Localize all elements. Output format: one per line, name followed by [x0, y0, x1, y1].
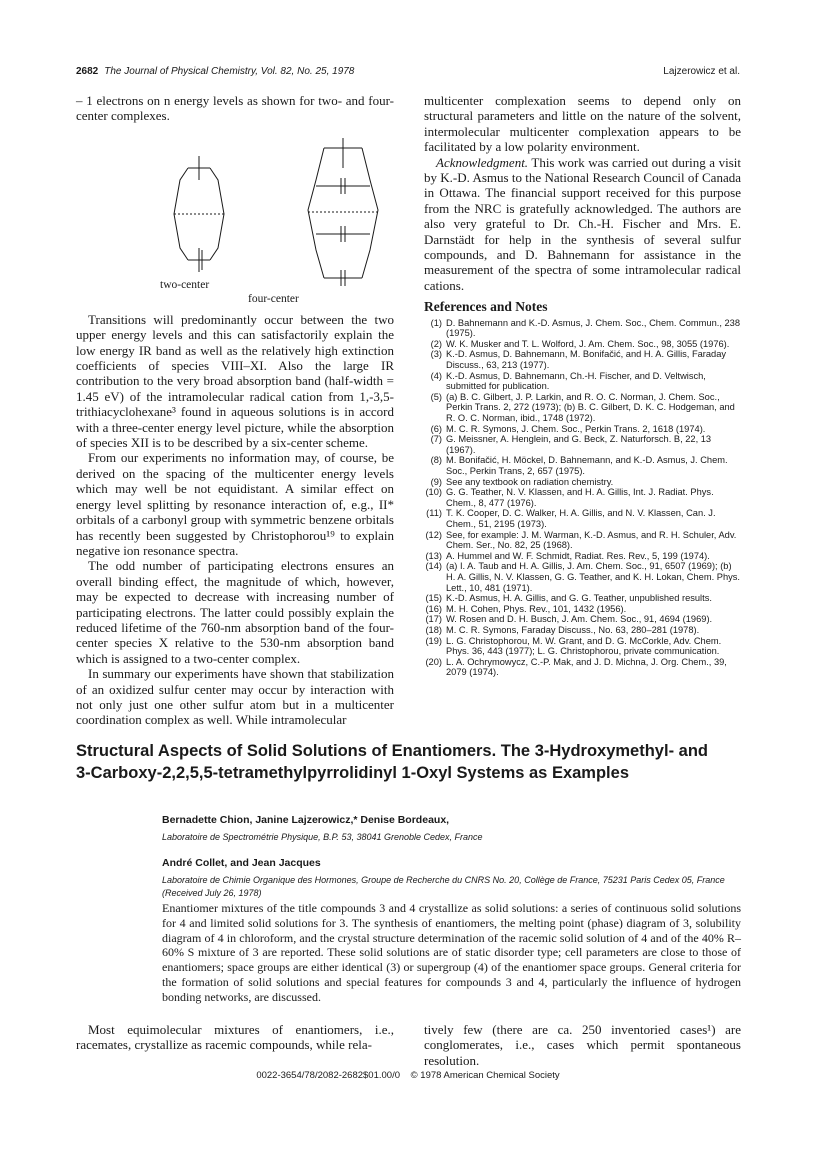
- reference-text: M. H. Cohen, Phys. Rev., 101, 1432 (1956).: [446, 603, 627, 614]
- intro-right-column: tively few (there are ca. 250 inventoried cases¹) are conglomerates, i.e., cases which permit spontaneous resolution.: [424, 1022, 741, 1068]
- reference-item: [424, 614, 741, 625]
- acknowledgment-text: This work was carried out during a visit by K.-D. Asmus to the National Research Council of Canada in Ottawa. The financial support received for this purpose from the NRC is gratefully acknowledged. The authors are also very grateful to Dr. Ch.-H. Fischer and Mrs. E. Darnstädt for help in the synthesis of several sulfur compounds, and D. Bahnemann for assistance in the measurement of the spectra of some intramolecular radical cations.: [424, 154, 742, 293]
- reference-number: (2): [430, 338, 442, 349]
- abstract: Enantiomer mixtures of the title compounds 3 and 4 crystallize as solid solutions: a series of continuous solid solutions for 4 and limited solid solutions for 3. The synthesis of enantiomers, the melting point (phase) diagram of 3, solubility diagram of 4 in chloroform, and the crystal structure determination of the racemic solid solution of 4 and of the 40% R–60% S mixture of 3 are reported. These solid solutions are of static disorder type; cell parameters are close to those of enantiomers; space groups are either identical (3) or supergroup (4) of the enantiomer space groups. General criteria for the formation of solid solutions and special features for compounds 3 and 4, particularly the influence of hydrogen bonding networks, are discussed.: [162, 901, 741, 1004]
- running-head-left: [76, 66, 354, 77]
- reference-number: (10): [425, 487, 442, 498]
- continuation-paragraph: multicenter complexation seems to depend only on structural parameters and little on the nature of the solvent, intermolecular multicenter complexation appears to be facilitated by a low polarity environment.: [424, 93, 741, 155]
- reference-text: L. G. Christophorou, M. W. Grant, and D. G. McCorkle, Adv. Chem. Phys. 36, 443 (1977); L. G. Christophorou, private communication.: [446, 635, 722, 657]
- paragraph-odd-number: The odd number of participating electrons ensures an overall binding effect, the magnitude of which, however, may be expected to decrease with increasing number of participating electrons. The latter could possibly explain the reduced lifetime of the 760-nm absorption band of the four-center species X relative to the 530-nm absorption band which is assigned to a two-center complex.: [76, 558, 394, 666]
- reference-item: [424, 604, 741, 615]
- reference-text: See, for example: J. M. Warman, K.-D. Asmus, and R. H. Schuler, Adv. Chem. Ser., No. 82, 25 (1968).: [446, 529, 737, 551]
- reference-number: (16): [425, 603, 442, 614]
- reference-list: [424, 318, 741, 678]
- footer: [0, 1070, 816, 1081]
- article-title: [76, 740, 756, 784]
- reference-number: (6): [430, 423, 442, 434]
- reference-item: [424, 508, 741, 529]
- four-center-right-bracket: [362, 148, 378, 278]
- intro-fragment: – 1 electrons on n energy levels as shown for two- and four-center complexes.: [76, 93, 394, 124]
- reference-number: (9): [430, 476, 442, 487]
- reference-number: (13): [425, 550, 442, 561]
- journal-title: The Journal of Physical Chemistry, Vol. 82, No. 25, 1978: [104, 66, 355, 77]
- reference-item: [424, 339, 741, 350]
- affiliation-1: Laboratoire de Spectrométrie Physique, B.P. 53, 38041 Grenoble Cedex, France: [162, 832, 483, 842]
- left-column: [76, 93, 394, 728]
- reference-item: [424, 424, 741, 435]
- reference-text: (a) B. C. Gilbert, J. P. Larkin, and R. O. C. Norman, J. Chem. Soc., Perkin Trans. 2, 272 (1973); (b) B. C. Gilbert, D. K. C. Hodgeman, and R. O. C. Norman, ibid., 1748 (1972).: [446, 391, 735, 424]
- reference-text: W. K. Musker and T. L. Wolford, J. Am. Chem. Soc., 98, 3055 (1976).: [446, 338, 730, 349]
- reference-item: [424, 371, 741, 392]
- reference-number: (18): [425, 624, 442, 635]
- two-center-right-bracket: [210, 168, 224, 260]
- footer-copyright: © 1978 American Chemical Society: [410, 1070, 560, 1081]
- acknowledgment-label: Acknowledgment.: [436, 154, 529, 170]
- two-center-left-bracket: [174, 168, 188, 260]
- paragraph-summary: In summary our experiments have shown that stabilization of an oxidized sulfur center may occur by interaction with not only just one other sulfur atom but in a multicenter coordination complex as well. While intramolecular: [76, 666, 394, 728]
- reference-item: [424, 477, 741, 488]
- reference-item: [424, 593, 741, 604]
- reference-text: M. Bonifačić, H. Möckel, D. Bahnemann, and K.-D. Asmus, J. Chem. Soc., Perkin Trans, 2, 657 (1975).: [446, 455, 728, 476]
- reference-text: G. Meissner, A. Henglein, and G. Beck, Z. Naturforsch. B, 22, 13 (1967).: [446, 434, 712, 455]
- page-number: 2682: [76, 66, 99, 77]
- reference-item: [424, 349, 741, 370]
- energy-level-figure: [76, 124, 394, 310]
- two-center-label: two-center: [160, 278, 210, 291]
- reference-item: [424, 561, 741, 593]
- four-center-left-bracket: [308, 148, 324, 278]
- article-title-line-2: 3-Carboxy-2,2,5,5-tetramethylpyrrolidinyl 1-Oxyl Systems as Examples: [76, 764, 629, 782]
- reference-number: (12): [425, 529, 442, 540]
- reference-text: K.-D. Asmus, D. Bahnemann, Ch.-H. Fischer, and D. Veltwisch, submitted for publication.: [446, 370, 706, 392]
- footer-code: 0022-3654/78/2082-2682$01.00/0: [256, 1070, 400, 1081]
- energy-level-diagram: [76, 124, 394, 310]
- reference-number: (15): [425, 593, 442, 604]
- reference-text: L. A. Ochrymowycz, C.-P. Mak, and J. D. Michna, J. Org. Chem., 39, 2079 (1974).: [446, 656, 727, 678]
- reference-text: See any textbook on radiation chemistry.: [446, 476, 614, 487]
- four-center-label: four-center: [248, 292, 299, 305]
- reference-item: [424, 392, 741, 424]
- reference-text: M. C. R. Symons, J. Chem. Soc., Perkin Trans. 2, 1618 (1974).: [446, 423, 706, 434]
- reference-item: [424, 530, 741, 551]
- reference-text: K.-D. Asmus, D. Bahnemann, M. Bonifačić, and H. A. Gillis, Faraday Discuss., 63, 213 (1977).: [446, 349, 727, 371]
- acknowledgment-paragraph: [424, 155, 741, 294]
- authors-group-2: André Collet, and Jean Jacques: [162, 857, 321, 869]
- reference-text: T. K. Cooper, D. C. Walker, H. A. Gillis, and N. V. Klassen, Can. J. Chem., 51, 2195 (1973).: [446, 508, 716, 529]
- reference-number: (4): [430, 370, 442, 381]
- reference-text: W. Rosen and D. H. Busch, J. Am. Chem. Soc., 91, 4694 (1969).: [446, 614, 713, 625]
- reference-number: (5): [430, 391, 442, 402]
- reference-text: D. Bahnemann and K.-D. Asmus, J. Chem. Soc., Chem. Commun., 238 (1975).: [446, 317, 741, 339]
- reference-item: [424, 551, 741, 562]
- reference-item: [424, 636, 741, 657]
- right-column: [424, 93, 741, 678]
- reference-item: [424, 625, 741, 636]
- reference-text: (a) I. A. Taub and H. A. Gillis, J. Am. Chem. Soc., 91, 6507 (1969); (b) H. A. Gillis, N. V. Klassen, G. G. Teather, and K. H. Lokan, Chem. Phys. Lett., 10, 481 (1971).: [446, 561, 741, 593]
- reference-text: K.-D. Asmus, H. A. Gillis, and G. G. Teather, unpublished results.: [446, 593, 712, 604]
- affiliation-2: Laboratoire de Chimie Organique des Hormones, Groupe de Recherche du CNRS No. 20, Collège de France, 75231 Paris Cedex 05, France (Received July 26, 1978): [162, 875, 725, 898]
- references-heading: References and Notes: [424, 299, 548, 315]
- reference-number: (7): [430, 434, 442, 445]
- reference-text: A. Hummel and W. F. Schmidt, Radiat. Res. Rev., 5, 199 (1974).: [446, 550, 710, 561]
- reference-number: (17): [425, 614, 442, 625]
- reference-number: (19): [425, 635, 442, 646]
- intro-left-column: Most equimolecular mixtures of enantiomers, i.e., racemates, crystallize as racemic compounds, while rela-: [76, 1022, 394, 1053]
- running-head: [76, 66, 740, 82]
- reference-number: (20): [425, 656, 442, 667]
- reference-text: G. G. Teather, N. V. Klassen, and H. A. Gillis, Int. J. Radiat. Phys. Chem., 8, 477 (1976).: [446, 487, 714, 508]
- article-title-line-1: Structural Aspects of Solid Solutions of Enantiomers. The 3-Hydroxymethyl- and: [76, 742, 708, 760]
- reference-item: [424, 434, 741, 455]
- reference-number: (14): [425, 561, 442, 572]
- reference-number: (11): [426, 508, 442, 519]
- reference-item: [424, 657, 741, 678]
- reference-number: (8): [430, 455, 442, 466]
- reference-number: (1): [430, 317, 442, 328]
- reference-item: [424, 318, 741, 339]
- reference-text: M. C. R. Symons, Faraday Discuss., No. 63, 280–281 (1978).: [446, 624, 700, 635]
- reference-item: [424, 455, 741, 476]
- reference-number: (3): [430, 349, 442, 360]
- running-author: Lajzerowicz et al.: [663, 66, 740, 77]
- paragraph-transitions: Transitions will predominantly occur between the two upper energy levels and this can satisfactorily explain the low energy IR band as well as the relatively high extinction coefficients of species VIII–XI. Also the large IR contribution to the very broad absorption band (half-width = 1.45 eV) of the intramolecular radical cation from 1,-3,5-trithiacyclohexane³ found in aqueous solutions is in accord with a three-center energy level picture, while the absorption of species XII is to be described by a six-center scheme.: [76, 311, 394, 451]
- authors-group-1: Bernadette Chion, Janine Lajzerowicz,* Denise Bordeaux,: [162, 814, 450, 826]
- reference-item: [424, 487, 741, 508]
- paragraph-spacing: From our experiments no information may, of course, be derived on the spacing of the multicenter energy levels which may well be not equidistant. A similar effect on energy level splitting by resonance interaction of, e.g., II* orbitals of a carbonyl group with symmetric benzene orbitals has recently been suggested by Christophorou¹⁹ to explain negative ion resonance spectra.: [76, 450, 394, 558]
